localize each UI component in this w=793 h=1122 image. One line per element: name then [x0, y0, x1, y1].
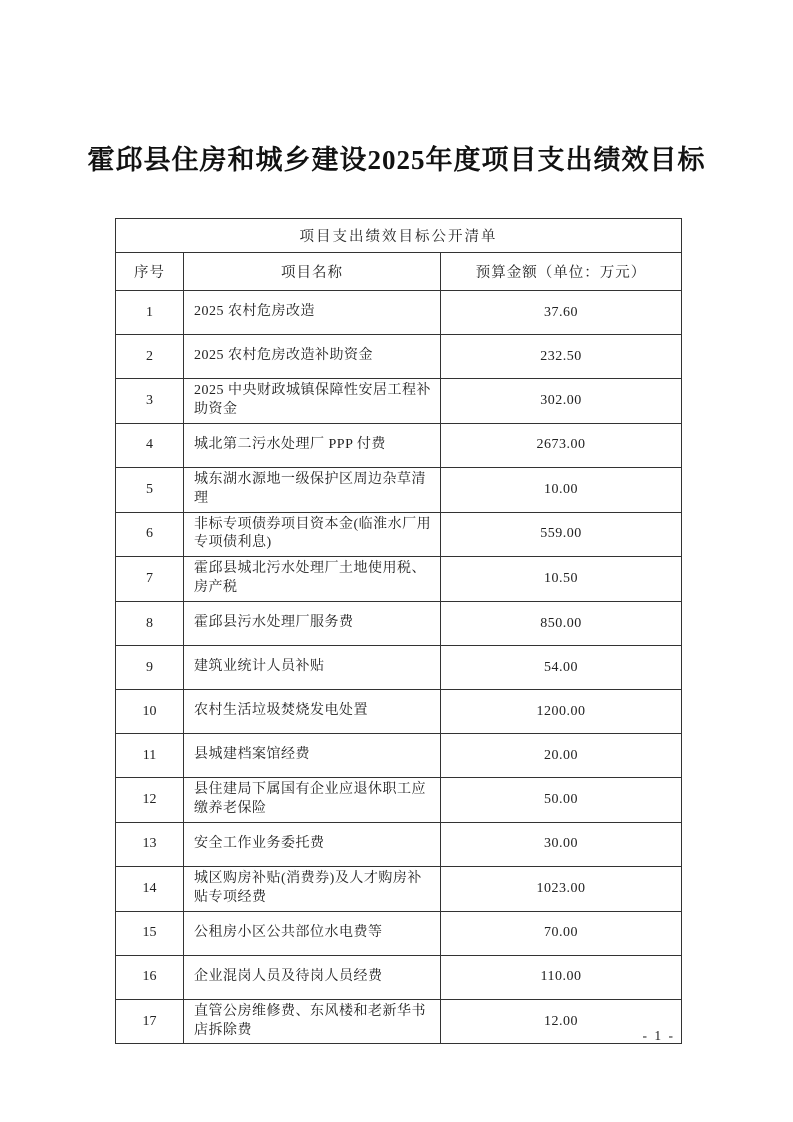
- budget-amount-cell: 70.00: [441, 911, 682, 955]
- budget-amount-cell: 20.00: [441, 734, 682, 778]
- column-header-index: 序号: [116, 253, 184, 291]
- table-row: [116, 778, 682, 823]
- budget-amount-cell: 54.00: [441, 646, 682, 690]
- project-name-cell: 建筑业统计人员补贴: [184, 646, 441, 690]
- row-index-cell: 17: [116, 999, 184, 1044]
- table-row: [116, 734, 682, 778]
- project-name-cell: 公租房小区公共部位水电费等: [184, 911, 441, 955]
- row-index-cell: 14: [116, 866, 184, 911]
- table-body: [116, 291, 682, 1044]
- project-name-cell: 县住建局下属国有企业应退休职工应缴养老保险: [184, 778, 441, 823]
- budget-amount-cell: 30.00: [441, 822, 682, 866]
- table-caption-row: [116, 219, 682, 253]
- table-caption: 项目支出绩效目标公开清单: [116, 219, 682, 253]
- table-row: [116, 866, 682, 911]
- table-row: [116, 335, 682, 379]
- table-row: [116, 379, 682, 424]
- table-row: [116, 423, 682, 467]
- table-row: [116, 955, 682, 999]
- column-header-budget-amount: 预算金额（单位：万元）: [441, 253, 682, 291]
- project-name-cell: 2025 农村危房改造: [184, 291, 441, 335]
- project-name-cell: 城北第二污水处理厂 PPP 付费: [184, 423, 441, 467]
- row-index-cell: 10: [116, 690, 184, 734]
- budget-amount-cell: 850.00: [441, 602, 682, 646]
- table-row: [116, 999, 682, 1044]
- project-name-cell: 企业混岗人员及待岗人员经费: [184, 955, 441, 999]
- budget-amount-cell: 50.00: [441, 778, 682, 823]
- budget-amount-cell: 110.00: [441, 955, 682, 999]
- table-row: [116, 467, 682, 512]
- table-row: [116, 690, 682, 734]
- budget-amount-cell: 2673.00: [441, 423, 682, 467]
- budget-amount-cell: 302.00: [441, 379, 682, 424]
- table-row: [116, 646, 682, 690]
- project-name-cell: 非标专项债券项目资本金(临淮水厂用专项债利息): [184, 512, 441, 557]
- budget-amount-cell: 232.50: [441, 335, 682, 379]
- row-index-cell: 8: [116, 602, 184, 646]
- project-name-cell: 2025 中央财政城镇保障性安居工程补助资金: [184, 379, 441, 424]
- table-row: [116, 911, 682, 955]
- page-number: - 1 -: [642, 1028, 675, 1043]
- row-index-cell: 11: [116, 734, 184, 778]
- table-row: [116, 602, 682, 646]
- row-index-cell: 6: [116, 512, 184, 557]
- row-index-cell: 3: [116, 379, 184, 424]
- table-row: [116, 822, 682, 866]
- budget-amount-cell: 1200.00: [441, 690, 682, 734]
- row-index-cell: 7: [116, 557, 184, 602]
- project-name-cell: 安全工作业务委托费: [184, 822, 441, 866]
- project-name-cell: 城东湖水源地一级保护区周边杂草清理: [184, 467, 441, 512]
- row-index-cell: 13: [116, 822, 184, 866]
- row-index-cell: 1: [116, 291, 184, 335]
- performance-target-table: [115, 218, 682, 1044]
- row-index-cell: 5: [116, 467, 184, 512]
- project-name-cell: 霍邱县城北污水处理厂土地使用税、房产税: [184, 557, 441, 602]
- page-title: 霍邱县住房和城乡建设2025年度项目支出绩效目标: [87, 145, 706, 175]
- project-name-cell: 直管公房维修费、东风楼和老新华书店拆除费: [184, 999, 441, 1044]
- project-name-cell: 城区购房补贴(消费券)及人才购房补贴专项经费: [184, 866, 441, 911]
- row-index-cell: 15: [116, 911, 184, 955]
- table-header-row: [116, 253, 682, 291]
- column-header-project-name: 项目名称: [184, 253, 441, 291]
- project-name-cell: 县城建档案馆经费: [184, 734, 441, 778]
- table-row: [116, 291, 682, 335]
- budget-amount-cell: 10.00: [441, 467, 682, 512]
- row-index-cell: 16: [116, 955, 184, 999]
- project-name-cell: 2025 农村危房改造补助资金: [184, 335, 441, 379]
- project-name-cell: 霍邱县污水处理厂服务费: [184, 602, 441, 646]
- table-row: [116, 512, 682, 557]
- budget-amount-cell: 10.50: [441, 557, 682, 602]
- budget-amount-cell: 1023.00: [441, 866, 682, 911]
- budget-amount-cell: 37.60: [441, 291, 682, 335]
- budget-amount-cell: 559.00: [441, 512, 682, 557]
- row-index-cell: 9: [116, 646, 184, 690]
- budget-amount-cell: 12.00: [441, 999, 682, 1044]
- project-name-cell: 农村生活垃圾焚烧发电处置: [184, 690, 441, 734]
- row-index-cell: 12: [116, 778, 184, 823]
- row-index-cell: 2: [116, 335, 184, 379]
- table-row: [116, 557, 682, 602]
- row-index-cell: 4: [116, 423, 184, 467]
